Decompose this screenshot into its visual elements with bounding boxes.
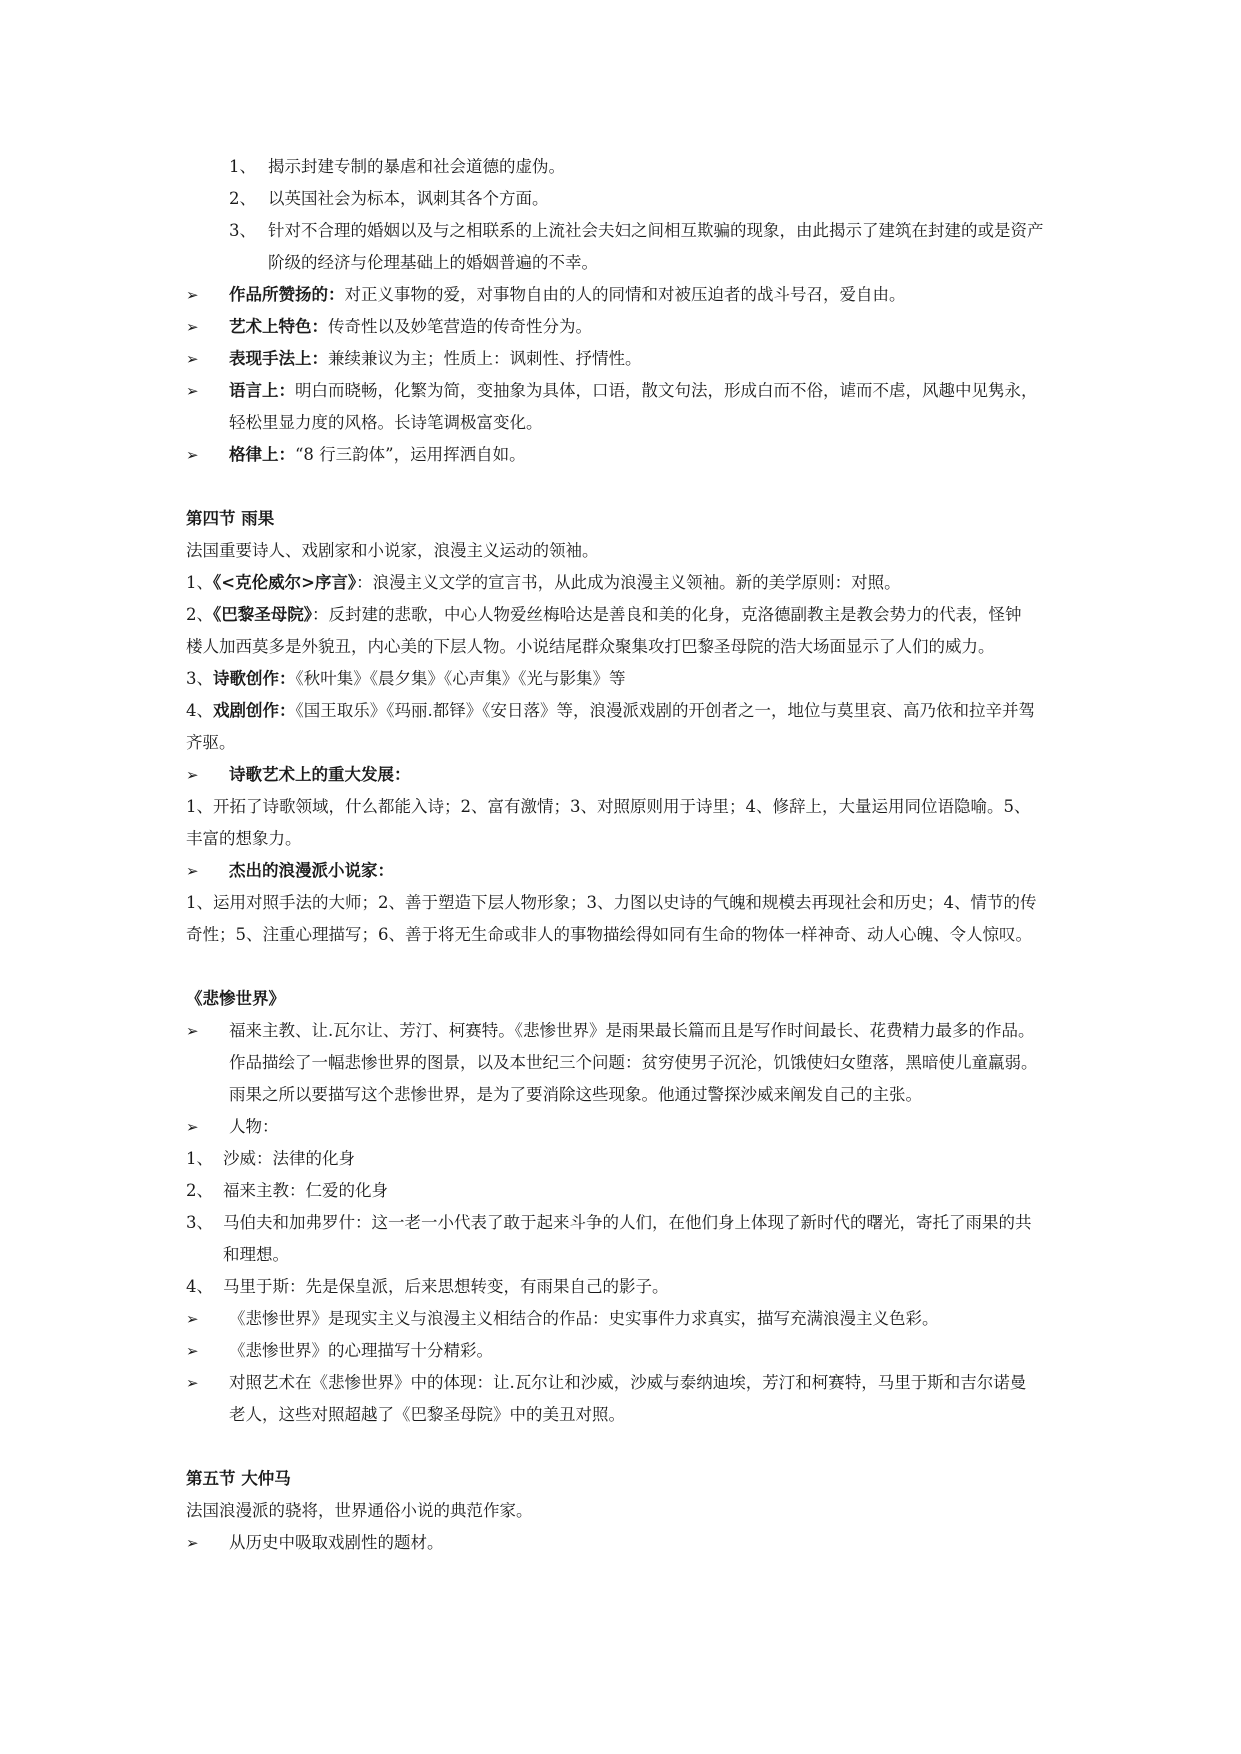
paragraph-line: 1、运用对照手法的大师；2、善于塑造下层人物形象；3、力图以史诗的气魄和规模去再现社会和历史；4、情节的传 — [186, 893, 1037, 912]
bullet-arrow-icon: ➢ — [186, 1118, 199, 1136]
numbered-item-cont: 楼人加西莫多是外貌丑，内心美的下层人物。小说结尾群众聚集攻打巴黎圣母院的浩大场面显示了人们的威力。 — [186, 637, 995, 656]
bullet-bold: 艺术上特色： — [229, 317, 328, 336]
bullet-item — [229, 444, 526, 466]
bullet-arrow-icon: ➢ — [186, 1310, 199, 1328]
bullet-bold: 表现手法上： — [229, 349, 328, 368]
list-num: 2、 — [229, 189, 256, 208]
bullet-bold: 作品所赞扬的： — [229, 285, 345, 304]
list-item: 沙威：法律的化身 — [223, 1149, 355, 1168]
section-heading: 第五节 大仲马 — [186, 1469, 291, 1488]
bullet-item-cont: 作品描绘了一幅悲惨世界的图景，以及本世纪三个问题：贫穷使男子沉沦，饥饿使妇女堕落，黑暗使儿童羸弱。 — [229, 1053, 1038, 1072]
subheading: 杰出的浪漫派小说家： — [229, 861, 394, 880]
bullet-item-cont: 雨果之所以要描写这个悲惨世界，是为了要消除这些现象。他通过警探沙威来阐发自己的主张。 — [229, 1085, 922, 1104]
bullet-item: 《悲惨世界》的心理描写十分精彩。 — [229, 1341, 493, 1360]
bullet-arrow-icon: ➢ — [186, 286, 199, 304]
paragraph-line: 奇性；5、注重心理描写；6、善于将无生命或非人的事物描绘得如同有生命的物体一样神奇、动人心魄、令人惊叹。 — [186, 925, 1032, 944]
bullet-item: 从历史中吸取戏剧性的题材。 — [229, 1533, 444, 1552]
bullet-item: 对照艺术在《悲惨世界》中的体现：让.瓦尔让和沙威，沙威与泰纳迪埃，芳汀和柯赛特，马里于斯和吉尔诺曼 — [229, 1373, 1027, 1392]
bullet-item — [229, 348, 642, 370]
paragraph-line: 1、开拓了诗歌领域，什么都能入诗；2、富有激情；3、对照原则用于诗里；4、修辞上，大量运用同位语隐喻。5、 — [186, 797, 1031, 816]
list-item: 马里于斯：先是保皇派，后来思想转变，有雨果自己的影子。 — [223, 1277, 669, 1296]
bullet-item-cont: 老人，这些对照超越了《巴黎圣母院》中的美丑对照。 — [229, 1405, 625, 1424]
list-num: 3、 — [229, 221, 256, 240]
list-item: 针对不合理的婚姻以及与之相联系的上流社会夫妇之间相互欺骗的现象，由此揭示了建筑在封建的或是资产 — [268, 221, 1044, 240]
bullet-item — [229, 284, 906, 306]
list-num: 1、 — [229, 157, 256, 176]
list-item-cont: 和理想。 — [223, 1245, 289, 1264]
bullet-bold: 格律上： — [229, 445, 295, 464]
list-num: 3、 — [186, 1213, 213, 1232]
bullet-item: 人物： — [229, 1117, 279, 1136]
list-item: 福来主教：仁爱的化身 — [223, 1181, 388, 1200]
bullet-item: 福来主教、让.瓦尔让、芳汀、柯赛特。《悲惨世界》是雨果最长篇而且是写作时间最长、花费精力最多的作品。 — [229, 1021, 1035, 1040]
list-num: 1、 — [186, 1149, 213, 1168]
bullet-text: 兼续兼议为主；性质上：讽刺性、抒情性。 — [328, 349, 642, 368]
numbered-item: 3、诗歌创作：《秋叶集》《晨夕集》《心声集》《光与影集》等 — [186, 669, 626, 688]
paragraph-line: 丰富的想象力。 — [186, 829, 302, 848]
list-item: 马伯夫和加弗罗什：这一老一小代表了敢于起来斗争的人们，在他们身上体现了新时代的曙光，寄托了雨果的共 — [223, 1213, 1032, 1232]
numbered-item: 4、戏剧创作：《国王取乐》《玛丽.都铎》《安日落》等，浪漫派戏剧的开创者之一，地位与莫里哀、高乃依和拉辛并驾 — [186, 701, 1035, 720]
numbered-item-cont: 齐驱。 — [186, 733, 236, 752]
section-intro: 法国重要诗人、戏剧家和小说家，浪漫主义运动的领袖。 — [186, 541, 599, 560]
subheading: 诗歌艺术上的重大发展： — [229, 765, 411, 784]
bullet-text: 对正义事物的爱，对事物自由的人的同情和对被压迫者的战斗号召，爱自由。 — [344, 285, 906, 304]
numbered-item: 1、《<克伦威尔>序言》：浪漫主义文学的宣言书，从此成为浪漫主义领袖。新的美学原则：对照。 — [186, 573, 901, 592]
bullet-arrow-icon: ➢ — [186, 446, 199, 464]
numbered-item: 2、《巴黎圣母院》：反封建的悲歌，中心人物爱丝梅哈达是善良和美的化身，克洛德副教主是教会势力的代表，怪钟 — [186, 605, 1022, 624]
bullet-text: 明白而晓畅，化繁为简，变抽象为具体，口语，散文句法，形成白而不俗，谑而不虐，风趣中见隽永， — [295, 381, 1038, 400]
bullet-arrow-icon: ➢ — [186, 350, 199, 368]
bullet-arrow-icon: ➢ — [186, 766, 199, 784]
list-item-cont: 阶级的经济与伦理基础上的婚姻普遍的不幸。 — [268, 253, 598, 272]
list-item: 以英国社会为标本，讽刺其各个方面。 — [268, 189, 549, 208]
bullet-arrow-icon: ➢ — [186, 1534, 199, 1552]
bullet-text: 传奇性以及妙笔营造的传奇性分为。 — [328, 317, 592, 336]
bullet-item — [229, 316, 592, 338]
bullet-text: “8 行三韵体”，运用挥洒自如。 — [295, 445, 526, 464]
bullet-arrow-icon: ➢ — [186, 382, 199, 400]
section-heading: 第四节 雨果 — [186, 509, 275, 528]
bullet-bold: 语言上： — [229, 381, 295, 400]
list-num: 2、 — [186, 1181, 213, 1200]
list-item: 揭示封建专制的暴虐和社会道德的虚伪。 — [268, 157, 565, 176]
bullet-arrow-icon: ➢ — [186, 318, 199, 336]
list-num: 4、 — [186, 1277, 213, 1296]
bullet-item — [229, 380, 1038, 402]
bullet-arrow-icon: ➢ — [186, 1374, 199, 1392]
bullet-arrow-icon: ➢ — [186, 1342, 199, 1360]
bullet-item-cont: 轻松里显力度的风格。长诗笔调极富变化。 — [229, 413, 543, 432]
bullet-item: 《悲惨世界》是现实主义与浪漫主义相结合的作品：史实事件力求真实，描写充满浪漫主义色彩。 — [229, 1309, 939, 1328]
bullet-arrow-icon: ➢ — [186, 862, 199, 880]
section-intro: 法国浪漫派的骁将，世界通俗小说的典范作家。 — [186, 1501, 533, 1520]
section-heading: 《悲惨世界》 — [186, 989, 285, 1008]
bullet-arrow-icon: ➢ — [186, 1022, 199, 1040]
